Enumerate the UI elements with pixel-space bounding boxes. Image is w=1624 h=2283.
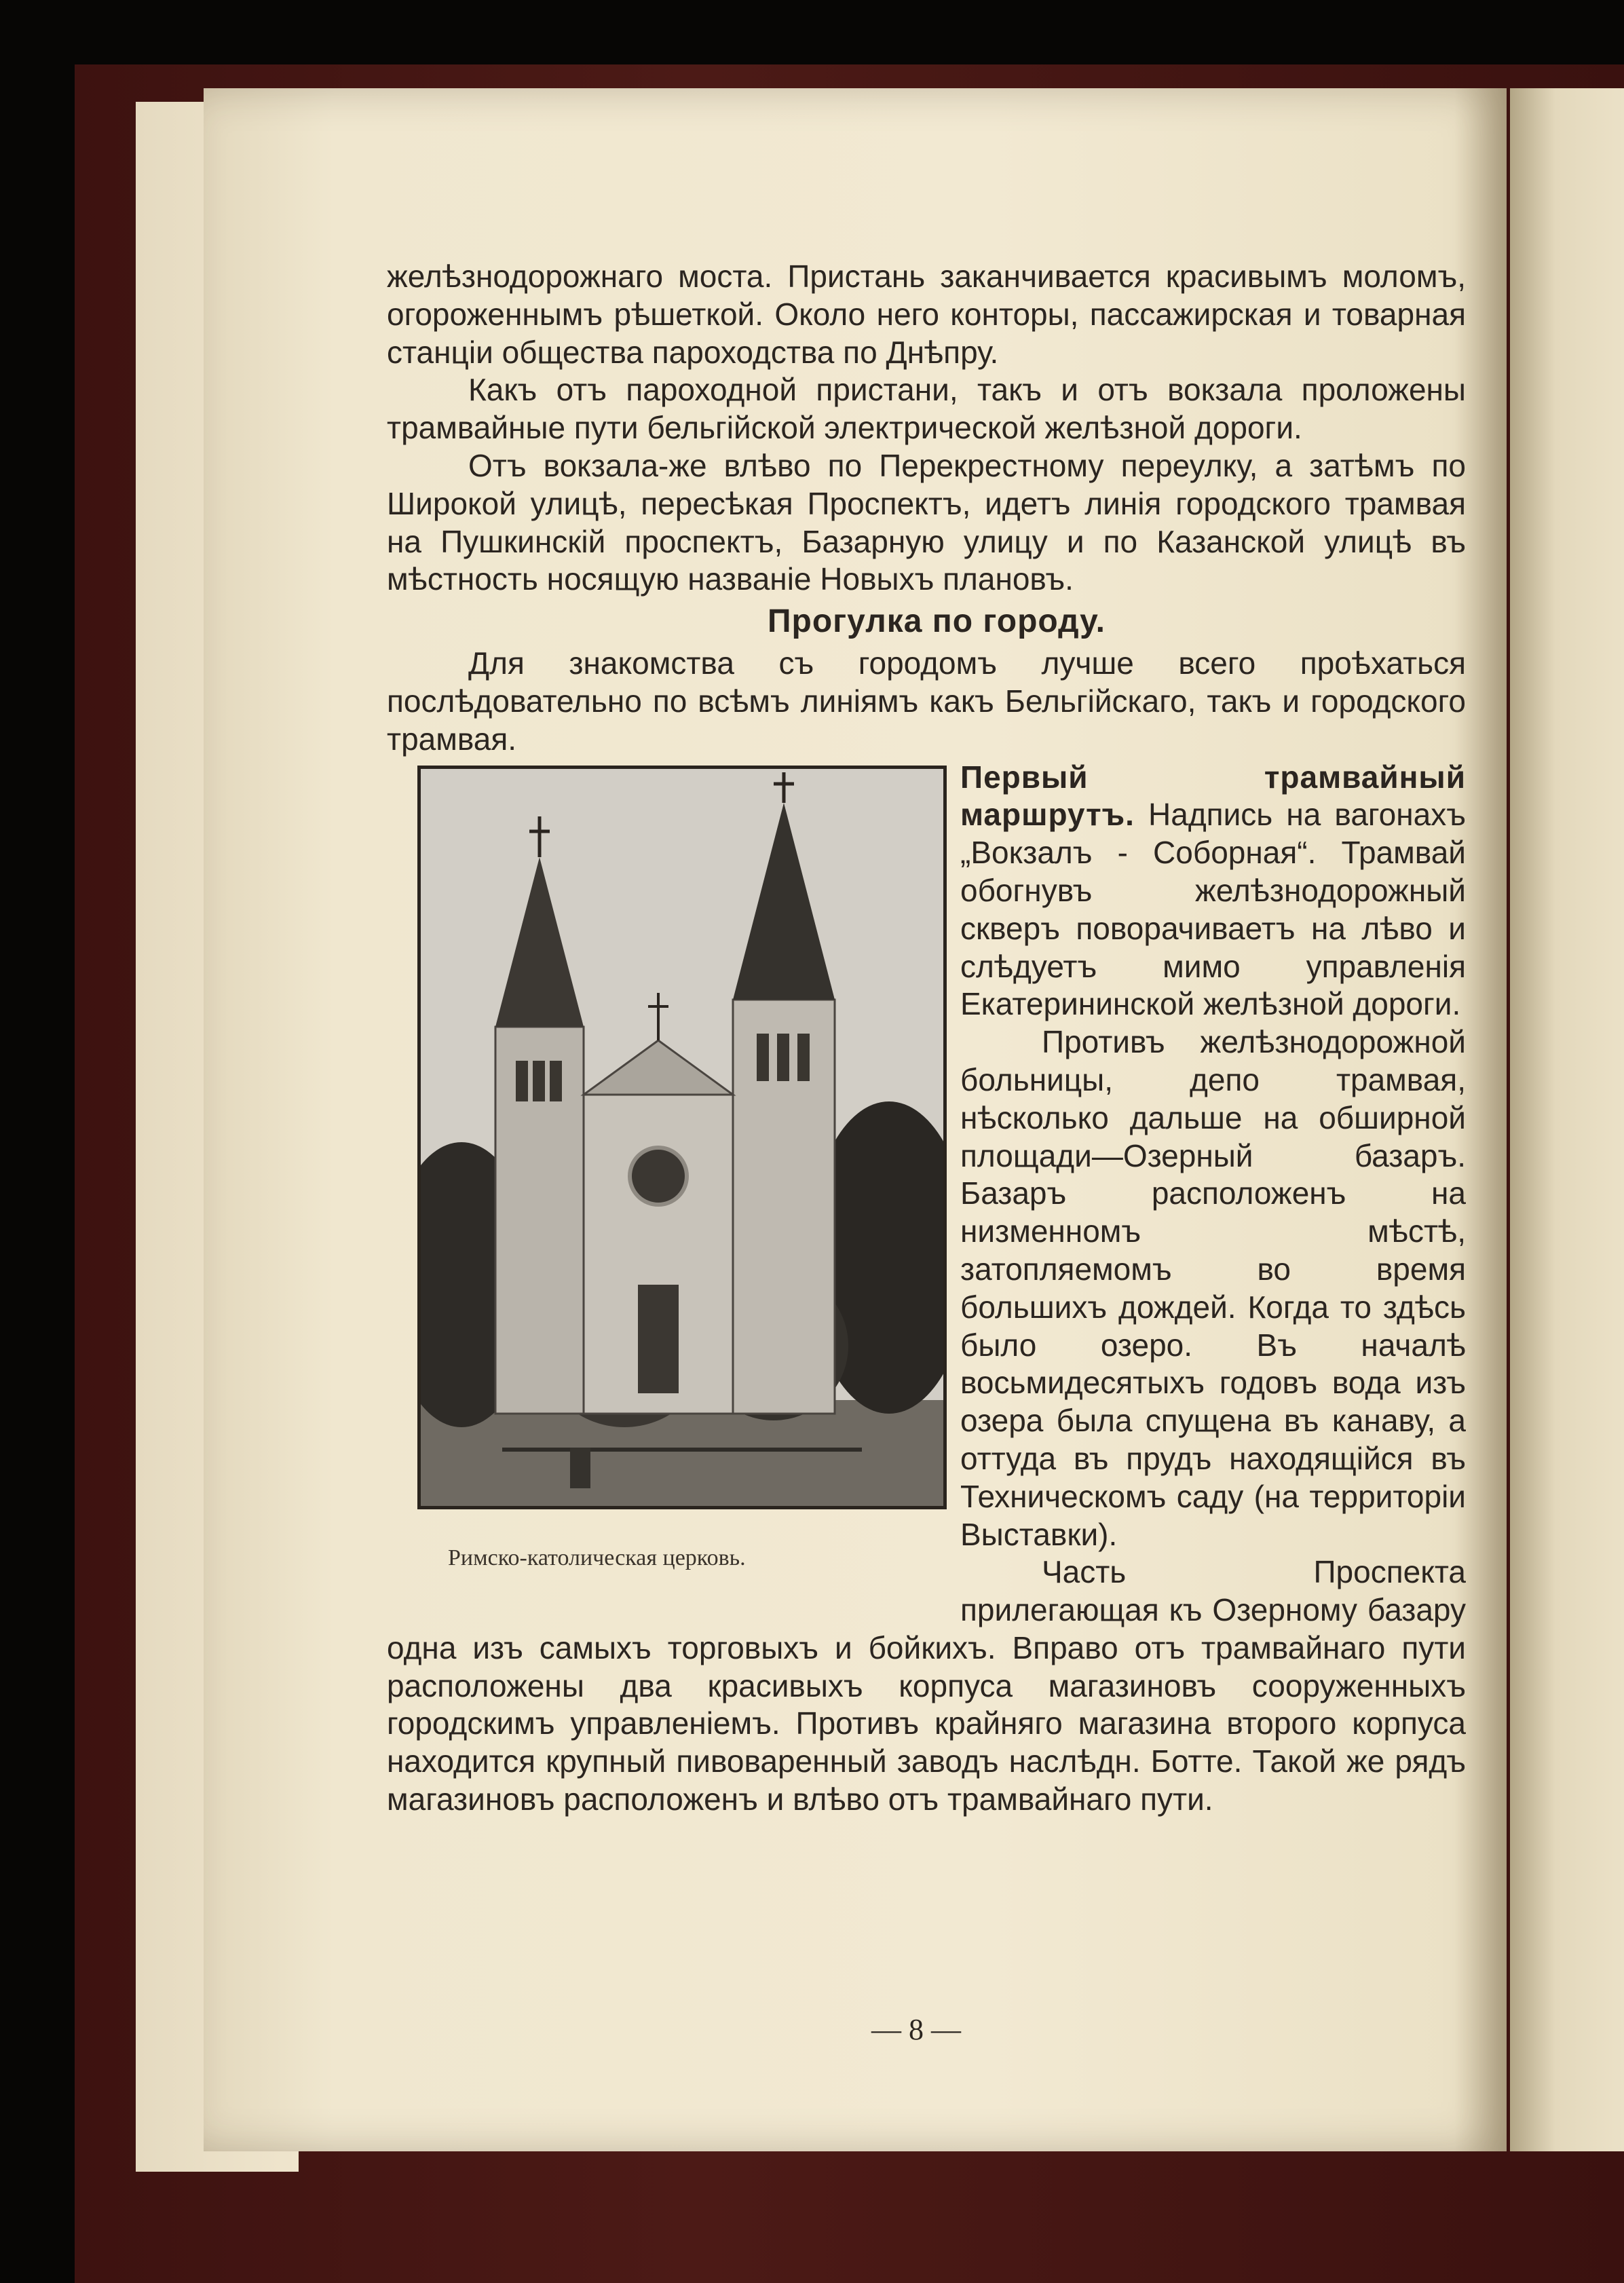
church-illustration: [421, 769, 943, 1506]
route-text: Надпись на вагонахъ „Вокзалъ - Соборная“. Трамвай обогнувъ желѣзнодорожный скверъ поворачиваетъ на лѣво и слѣдуетъ мимо управленія Екатерининской желѣзной дороги.: [960, 797, 1466, 1022]
page-text: [387, 258, 1466, 1819]
route-lead: Первый трамвайный маршрутъ.: [960, 759, 1466, 833]
page-number: — 8 —: [871, 2013, 961, 2046]
paragraph-tram-paths: Какъ отъ пароходной пристани, такъ и отъ вокзала проложены трамвайные пути бельгійской электрической желѣзной дороги.: [387, 372, 1466, 446]
paragraph-hospital: Противъ желѣзнодорожной больницы, депо трамвая, нѣсколько дальше на обширной площади—Озерный базаръ. Базаръ расположенъ на низменномъ мѣстѣ, затопляемомъ во время большихъ дождей. Когда то здѣсь было озеро. Въ началѣ восьмидесятыхъ годовъ вода изъ озера была спущена въ канаву, а оттуда въ прудъ находящійся въ Техническомъ саду (на территоріи Выставки).: [960, 1024, 1466, 1552]
section-heading: Прогулка по городу.: [768, 603, 1106, 640]
church-photo: [417, 766, 947, 1509]
church-figure: [387, 766, 947, 1600]
figure-caption: Римско-католическая церковь.: [448, 1545, 746, 1570]
paragraph-pier: желѣзнодорожнаго моста. Пристань заканчивается красивымъ моломъ, огороженнымъ рѣшеткой. Около него конторы, пассажирская и товарная станціи общества пароходства по Днѣпру.: [387, 259, 1466, 370]
paragraph-prospect: Часть Проспекта прилегающая къ Озерному базару одна изъ самыхъ торговыхъ и бойкихъ. Вправо отъ трамвайнаго пути расположены два красивыхъ корпуса магазиновъ сооруженныхъ городскимъ управленіемъ. Противъ крайняго магазина второго корпуса находится крупный пивоваренный заводъ наслѣдн. Ботте. Такой же рядъ магазиновъ расположенъ и влѣво отъ трамвайнаго пути.: [387, 1554, 1466, 1817]
paragraph-intro: Для знакомства съ городомъ лучше всего проѣхаться послѣдовательно по всѣмъ линіямъ какъ Бельгійскаго, такъ и городского трамвая.: [387, 645, 1466, 757]
right-page-edge: [1510, 88, 1624, 2151]
paragraph-city-tram: Отъ вокзала-же влѣво по Перекрестному переулку, а затѣмъ по Широкой улицѣ, пересѣкая Проспектъ, идетъ линія городского трамвая на Пушкинскій проспектъ, Базарную улицу и по Казанской улицѣ въ мѣстность носящую названіе Новыхъ плановъ.: [387, 447, 1466, 597]
